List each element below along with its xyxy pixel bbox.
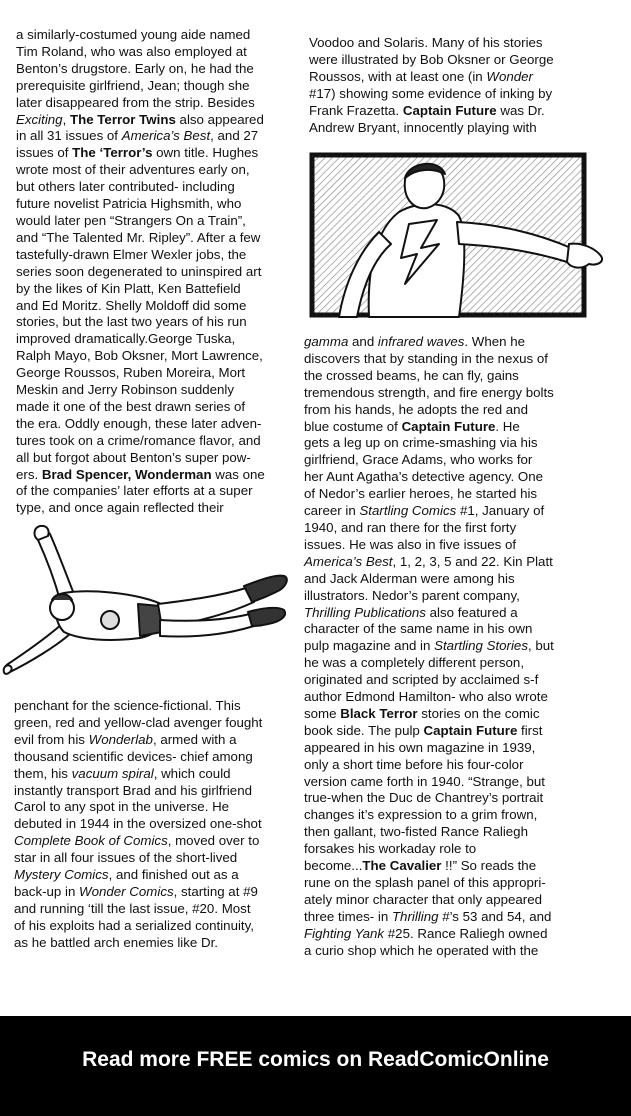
text-line: gamma and infrared waves. When he (304, 334, 525, 349)
text-line: changes it’s expression to a grim frown, (304, 807, 538, 823)
text-line: Meskin and Jerry Robinson suddenly (16, 382, 235, 398)
text-line: and Ed Moritz. Shelly Moldoff did some (16, 297, 247, 313)
text-line: of his exploits had a serialized continuity, (14, 917, 254, 933)
text-line: Benton’s drugstore. Early on, he had the (16, 60, 254, 76)
text-line: then gallant, two-fisted Rance Raliegh (304, 824, 528, 840)
text-line: her Aunt Agatha’s detective agency. One (304, 469, 544, 485)
text-line: gets a leg up on crime-smashing via his (304, 435, 538, 451)
text-line: he was a completely different person, (304, 655, 525, 671)
left-column-bottom-text (14, 698, 296, 952)
text-line: Voodoo and Solaris. Many of his stories (309, 35, 543, 50)
text-line: Fighting Yank #25. Rance Raliegh owned (304, 925, 548, 941)
text-line: of Nedor’s earlier heroes, he started his (304, 486, 538, 502)
text-line: originated and scripted by acclaimed s-f (304, 672, 539, 688)
text-line: of the companies’ later efforts at a super (16, 483, 253, 499)
text-line: type, and once again reflected their (16, 500, 224, 516)
text-line: discovers that by standing in the nexus of (304, 350, 548, 366)
text-line: made it one of the best drawn series of (16, 398, 246, 414)
text-line: the crossed beams, he can fly, gains (304, 367, 519, 383)
text-line: tremendous strength, and fire energy bolts (304, 384, 554, 400)
text-line: as he battled arch enemies like Dr. (14, 934, 218, 950)
text-line: illustrators. Nedor’s parent company, (304, 587, 520, 603)
text-line: three times- in Thrilling #’s 53 and 54, and (304, 908, 552, 924)
text-line: all but forgot about Benton’s super pow- (16, 449, 251, 465)
text-line: pulp magazine and in Startling Stories, but (304, 638, 554, 654)
text-line: the era. Oddly enough, these later adven- (16, 415, 262, 431)
text-line: George Roussos, Ruben Moreira, Mort (16, 365, 246, 381)
right-column-top-text (309, 35, 609, 136)
text-line: Mystery Comics, and finished out as a (14, 867, 239, 883)
text-line: only a short time before his four-color (304, 756, 524, 772)
text-line: penchant for the science-fictional. This (14, 698, 241, 713)
text-line: girlfriend, Grace Adams, who works for (304, 452, 533, 468)
text-line: thousand scientific devices- chief among (14, 748, 253, 764)
captain-future-panel-illustration (309, 152, 609, 330)
text-line: back-up in Wonder Comics, starting at #9 (14, 883, 258, 899)
text-line: career in Startling Comics #1, January of (304, 503, 545, 519)
text-line: them, his vacuum spiral, which could (14, 765, 231, 781)
text-line: improved dramatically.George Tuska, (16, 331, 236, 347)
text-line: Andrew Bryant, innocently playing with (309, 119, 537, 135)
text-line: book side. The pulp Captain Future first (304, 722, 543, 738)
text-line: author Edmond Hamilton- who also wrote (304, 689, 548, 705)
text-line: series soon degenerated to uninspired art (16, 263, 262, 279)
text-line: evil from his Wonderlab, armed with a (14, 731, 237, 747)
text-line: appeared in his own magazine in 1939, (304, 739, 536, 755)
wonderman-flying-illustration (0, 522, 296, 692)
text-line: prerequisite girlfriend, Jean; though she (16, 77, 250, 93)
text-line: a curio shop which he operated with the (304, 942, 539, 958)
text-line: tastefully-drawn Elmer Wexler jobs, the (16, 246, 247, 262)
text-line: Exciting, The Terror Twins also appeared (16, 111, 264, 127)
text-line: 1940, and ran there for the first forty (304, 519, 517, 535)
captain-future-icon (309, 152, 609, 330)
text-line: stories, but the last two years of his run (16, 314, 247, 330)
right-column-bottom-text (304, 334, 609, 960)
text-line: a similarly-costumed young aide named (16, 27, 251, 42)
text-line: Roussos, with at least one (in Wonder (309, 68, 533, 84)
text-line: by the likes of Kin Platt, Ken Battefield (16, 280, 241, 296)
text-line: tures took on a crime/romance flavor, and (16, 432, 261, 448)
text-line: ers. Brad Spencer, Wonderman was one (16, 466, 265, 482)
text-line: character of the same name in his own (304, 621, 533, 637)
text-line: green, red and yellow-clad avenger fought (14, 714, 263, 730)
text-line: issues. He was also in five issues of (304, 536, 517, 552)
text-line: star in all four issues of the short-lived (14, 850, 238, 866)
wonderman-icon (0, 522, 296, 692)
text-line: and Jack Alderman were among his (304, 570, 515, 586)
text-line: Carol to any spot in the universe. He (14, 799, 230, 815)
text-line: were illustrated by Bob Oksner or George (309, 51, 554, 67)
text-line: #17) showing some evidence of inking by (309, 85, 553, 101)
text-line: version came forth in 1940. “Strange, but (304, 773, 545, 789)
text-line: forsakes his workaday role to (304, 841, 477, 857)
text-line: ately minor character that only appeared (304, 891, 543, 907)
text-line: future novelist Patricia Highsmith, who (16, 196, 242, 212)
text-line: blue costume of Captain Future. He (304, 418, 520, 434)
text-line: rune on the splash panel of this appropri- (304, 875, 546, 890)
text-line: some Black Terror stories on the comic (304, 705, 540, 721)
text-line: issues of The ‘Terror’s own title. Hughes (16, 145, 259, 161)
text-line: from his hands, he adopts the red and (304, 401, 528, 417)
text-line: Thrilling Publications also featured a (304, 604, 518, 620)
text-line: Tim Roland, who was also employed at (16, 43, 247, 59)
text-line: wrote most of their adventures early on, (16, 162, 250, 178)
left-column-top-text (16, 27, 296, 517)
text-line: Ralph Mayo, Bob Oksner, Mort Lawrence, (16, 348, 263, 364)
text-line: instantly transport Brad and his girlfriend (14, 782, 252, 798)
text-line: in all 31 issues of America’s Best, and 27 (16, 128, 259, 144)
text-line: later disappeared from the strip. Besides (16, 94, 255, 110)
text-line: and “The Talented Mr. Ripley”. After a few (16, 229, 261, 245)
text-line: Frank Frazetta. Captain Future was Dr. (309, 102, 545, 118)
text-line: would later pen “Strangers On a Train”, (16, 212, 246, 228)
footer-link-text[interactable]: Read more FREE comics on ReadComicOnline (82, 1048, 549, 1071)
text-line: Complete Book of Comics, moved over to (14, 833, 260, 849)
text-line: debuted in 1944 in the oversized one-shot (14, 816, 262, 832)
text-line: true-when the Duc de Chantrey’s portrait (304, 790, 544, 806)
text-line: and running ‘till the last issue, #20. Most (14, 900, 251, 916)
text-line: America’s Best, 1, 2, 3, 5 and 22. Kin Platt (304, 553, 553, 569)
text-line: but others later contributed- including (16, 179, 235, 195)
text-line: become...The Cavalier !!” So reads the (304, 858, 537, 874)
